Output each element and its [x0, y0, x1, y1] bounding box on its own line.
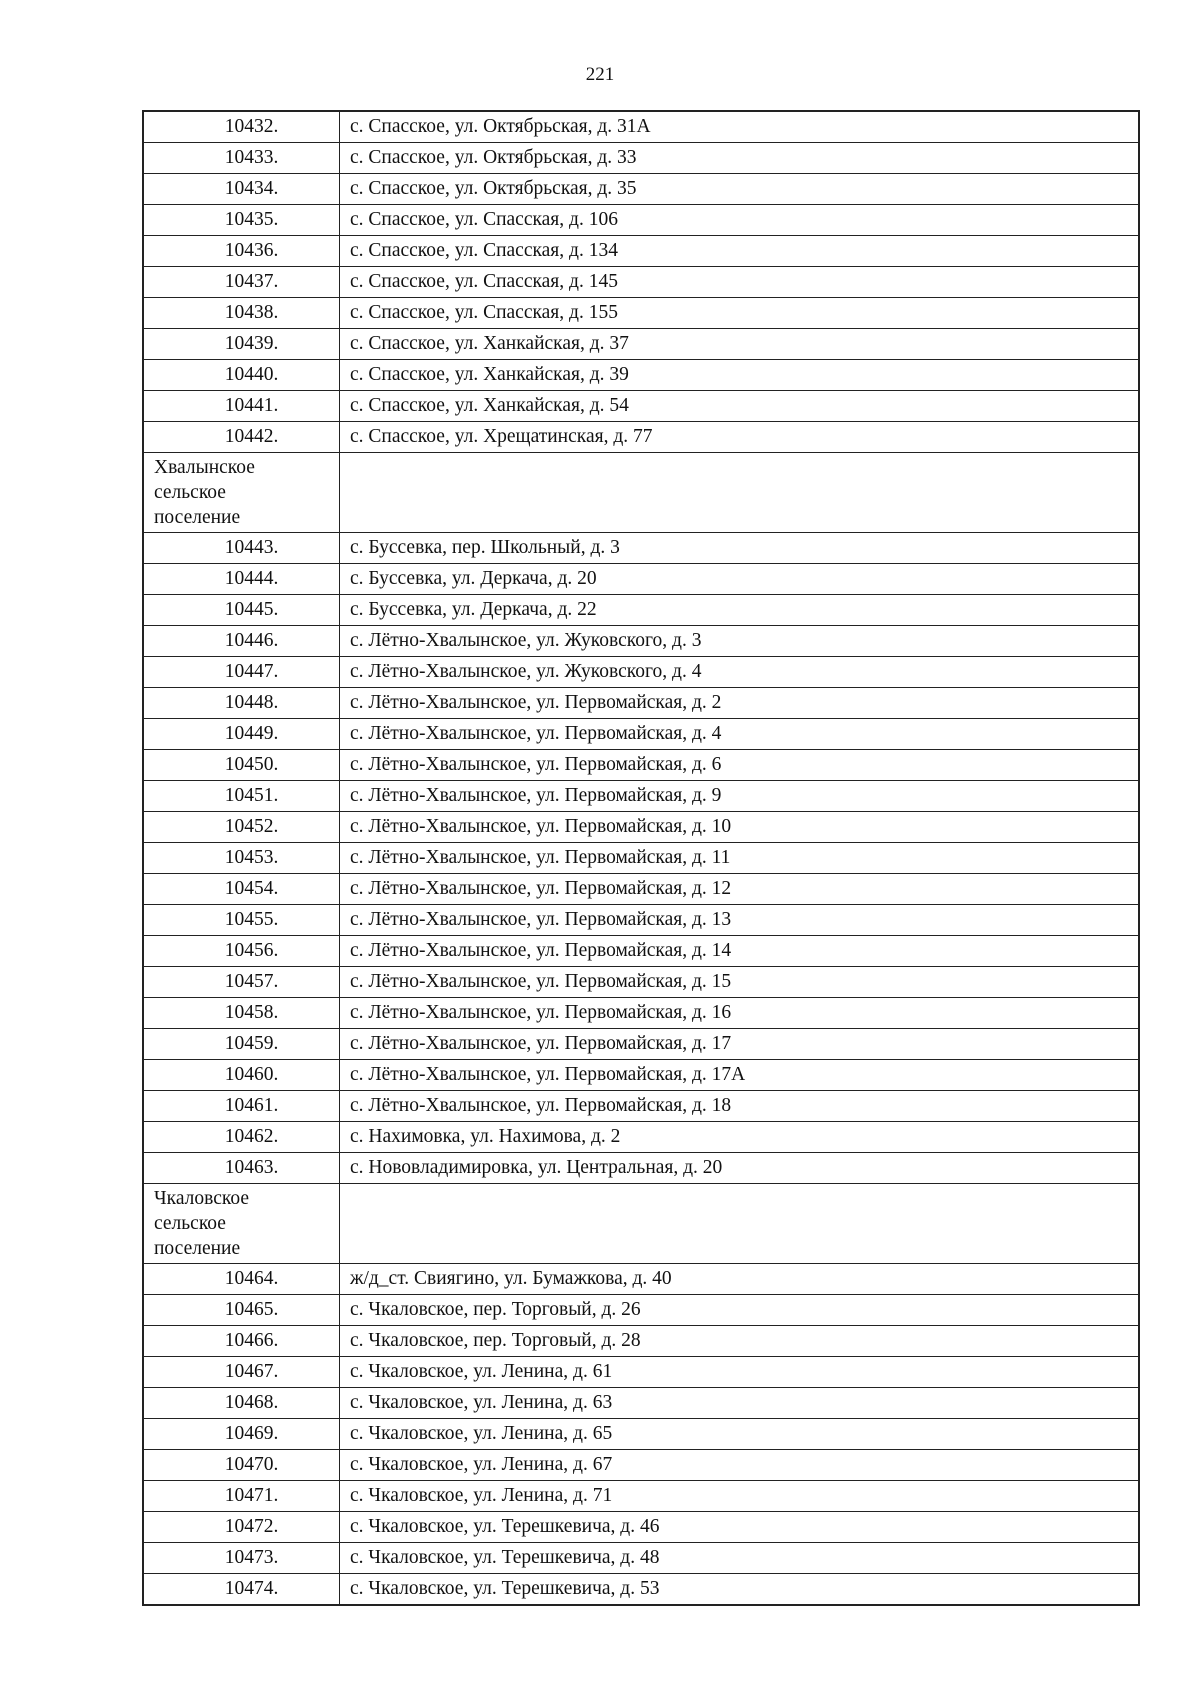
row-number: 10455. — [144, 905, 340, 935]
row-number: 10467. — [144, 1357, 340, 1387]
table-row — [142, 688, 1140, 719]
table-row — [142, 1512, 1140, 1543]
row-address: с. Спасское, ул. Спасская, д. 134 — [350, 240, 618, 261]
row-number: 10432. — [144, 112, 340, 142]
table-row — [142, 843, 1140, 874]
row-number: 10459. — [144, 1029, 340, 1059]
row-number: 10462. — [144, 1122, 340, 1152]
row-number: 10456. — [144, 936, 340, 966]
row-number: 10451. — [144, 781, 340, 811]
table-row — [142, 1357, 1140, 1388]
table-row — [142, 874, 1140, 905]
row-number: 10440. — [144, 360, 340, 390]
row-address: с. Лётно-Хвалынское, ул. Первомайская, д. 10 — [350, 816, 732, 837]
section-header-row — [142, 1184, 1140, 1264]
row-number: 10458. — [144, 998, 340, 1028]
row-number: 10443. — [144, 533, 340, 563]
table-row — [142, 422, 1140, 453]
table-row — [142, 1388, 1140, 1419]
table-row — [142, 719, 1140, 750]
row-number: 10470. — [144, 1450, 340, 1480]
row-number: 10439. — [144, 329, 340, 359]
table-row — [142, 1326, 1140, 1357]
row-number: 10472. — [144, 1512, 340, 1542]
row-number: 10436. — [144, 236, 340, 266]
table-row — [142, 143, 1140, 174]
row-address: с. Спасское, ул. Ханкайская, д. 54 — [350, 395, 629, 416]
row-number: 10469. — [144, 1419, 340, 1449]
page-number: 221 — [585, 64, 615, 85]
row-address: с. Лётно-Хвалынское, ул. Первомайская, д. 17А — [350, 1064, 746, 1085]
row-number: 10441. — [144, 391, 340, 421]
row-address: с. Спасское, ул. Спасская, д. 106 — [350, 209, 618, 230]
address-table — [142, 110, 1140, 1606]
empty-cell — [340, 453, 1138, 532]
row-address: с. Чкаловское, ул. Ленина, д. 67 — [350, 1454, 613, 1475]
table-row — [142, 1543, 1140, 1574]
table-row — [142, 905, 1140, 936]
row-number: 10448. — [144, 688, 340, 718]
row-address: с. Лётно-Хвалынское, ул. Первомайская, д. 12 — [350, 878, 732, 899]
section-header-row — [142, 453, 1140, 533]
row-address: с. Буссевка, пер. Школьный, д. 3 — [350, 537, 620, 558]
row-address: с. Чкаловское, ул. Ленина, д. 65 — [350, 1423, 613, 1444]
row-number: 10449. — [144, 719, 340, 749]
table-row — [142, 657, 1140, 688]
row-number: 10433. — [144, 143, 340, 173]
table-row — [142, 967, 1140, 998]
row-address: с. Буссевка, ул. Деркача, д. 22 — [350, 599, 597, 620]
table-row — [142, 998, 1140, 1029]
row-address: ж/д_ст. Свиягино, ул. Бумажкова, д. 40 — [350, 1268, 672, 1289]
row-address: с. Лётно-Хвалынское, ул. Первомайская, д. 4 — [350, 723, 722, 744]
row-number: 10452. — [144, 812, 340, 842]
row-address: с. Спасское, ул. Ханкайская, д. 39 — [350, 364, 629, 385]
row-address: с. Чкаловское, ул. Ленина, д. 71 — [350, 1485, 613, 1506]
section-title: Чкаловское сельское поселение — [144, 1184, 340, 1263]
table-row — [142, 360, 1140, 391]
row-number: 10463. — [144, 1153, 340, 1183]
row-address: с. Чкаловское, пер. Торговый, д. 26 — [350, 1299, 641, 1320]
row-address: с. Лётно-Хвалынское, ул. Первомайская, д. 2 — [350, 692, 722, 713]
row-number: 10468. — [144, 1388, 340, 1418]
row-address: с. Лётно-Хвалынское, ул. Первомайская, д. 14 — [350, 940, 732, 961]
table-row — [142, 329, 1140, 360]
row-address: с. Спасское, ул. Октябрьская, д. 33 — [350, 147, 637, 168]
row-address: с. Спасское, ул. Хрещатинская, д. 77 — [350, 426, 653, 447]
row-address: с. Спасское, ул. Октябрьская, д. 31А — [350, 116, 651, 137]
table-row — [142, 750, 1140, 781]
row-address: с. Лётно-Хвалынское, ул. Первомайская, д. 13 — [350, 909, 732, 930]
row-address: с. Лётно-Хвалынское, ул. Жуковского, д. 4 — [350, 661, 702, 682]
row-number: 10465. — [144, 1295, 340, 1325]
row-address: с. Спасское, ул. Спасская, д. 145 — [350, 271, 618, 292]
row-address: с. Чкаловское, ул. Терешкевича, д. 48 — [350, 1547, 660, 1568]
table-row — [142, 1419, 1140, 1450]
row-number: 10457. — [144, 967, 340, 997]
row-number: 10471. — [144, 1481, 340, 1511]
row-address: с. Лётно-Хвалынское, ул. Первомайская, д. 18 — [350, 1095, 732, 1116]
table-row — [142, 1060, 1140, 1091]
empty-cell — [340, 1184, 1138, 1263]
row-number: 10445. — [144, 595, 340, 625]
row-address: с. Нахимовка, ул. Нахимова, д. 2 — [350, 1126, 621, 1147]
row-address: с. Лётно-Хвалынское, ул. Первомайская, д. 9 — [350, 785, 722, 806]
row-address: с. Спасское, ул. Ханкайская, д. 37 — [350, 333, 629, 354]
row-address: с. Лётно-Хвалынское, ул. Первомайская, д. 15 — [350, 971, 732, 992]
row-number: 10460. — [144, 1060, 340, 1090]
table-row — [142, 936, 1140, 967]
row-number: 10464. — [144, 1264, 340, 1294]
row-number: 10454. — [144, 874, 340, 904]
table-row — [142, 626, 1140, 657]
table-row — [142, 1153, 1140, 1184]
row-address: с. Чкаловское, ул. Терешкевича, д. 53 — [350, 1578, 660, 1599]
table-row — [142, 595, 1140, 626]
table-row — [142, 533, 1140, 564]
table-row — [142, 1481, 1140, 1512]
table-row — [142, 205, 1140, 236]
table-row — [142, 236, 1140, 267]
table-row — [142, 1029, 1140, 1060]
row-number: 10466. — [144, 1326, 340, 1356]
row-number: 10447. — [144, 657, 340, 687]
row-number: 10444. — [144, 564, 340, 594]
row-address: с. Лётно-Хвалынское, ул. Первомайская, д. 11 — [350, 847, 731, 868]
row-address: с. Лётно-Хвалынское, ул. Первомайская, д. 6 — [350, 754, 722, 775]
row-address: с. Лётно-Хвалынское, ул. Первомайская, д. 17 — [350, 1033, 732, 1054]
row-address: с. Нововладимировка, ул. Центральная, д. 20 — [350, 1157, 723, 1178]
section-title: Хвалынское сельское поселение — [144, 453, 340, 532]
row-number: 10473. — [144, 1543, 340, 1573]
row-address: с. Буссевка, ул. Деркача, д. 20 — [350, 568, 597, 589]
row-address: с. Чкаловское, ул. Ленина, д. 63 — [350, 1392, 613, 1413]
table-row — [142, 812, 1140, 843]
row-address: с. Чкаловское, ул. Терешкевича, д. 46 — [350, 1516, 660, 1537]
row-number: 10435. — [144, 205, 340, 235]
table-row — [142, 564, 1140, 595]
table-row — [142, 1295, 1140, 1326]
row-number: 10453. — [144, 843, 340, 873]
row-number: 10474. — [144, 1574, 340, 1604]
table-row — [142, 1574, 1140, 1606]
row-address: с. Спасское, ул. Спасская, д. 155 — [350, 302, 618, 323]
table-row — [142, 391, 1140, 422]
row-address: с. Чкаловское, ул. Ленина, д. 61 — [350, 1361, 613, 1382]
row-number: 10438. — [144, 298, 340, 328]
table-row — [142, 781, 1140, 812]
table-row — [142, 174, 1140, 205]
table-row — [142, 1264, 1140, 1295]
row-number: 10437. — [144, 267, 340, 297]
row-address: с. Лётно-Хвалынское, ул. Жуковского, д. 3 — [350, 630, 702, 651]
row-number: 10446. — [144, 626, 340, 656]
row-address: с. Чкаловское, пер. Торговый, д. 28 — [350, 1330, 641, 1351]
table-row — [142, 1450, 1140, 1481]
table-row — [142, 110, 1140, 143]
table-row — [142, 267, 1140, 298]
table-row — [142, 1122, 1140, 1153]
row-address: с. Спасское, ул. Октябрьская, д. 35 — [350, 178, 637, 199]
row-number: 10442. — [144, 422, 340, 452]
table-row — [142, 1091, 1140, 1122]
row-number: 10434. — [144, 174, 340, 204]
row-number: 10461. — [144, 1091, 340, 1121]
row-address: с. Лётно-Хвалынское, ул. Первомайская, д. 16 — [350, 1002, 732, 1023]
row-number: 10450. — [144, 750, 340, 780]
table-row — [142, 298, 1140, 329]
